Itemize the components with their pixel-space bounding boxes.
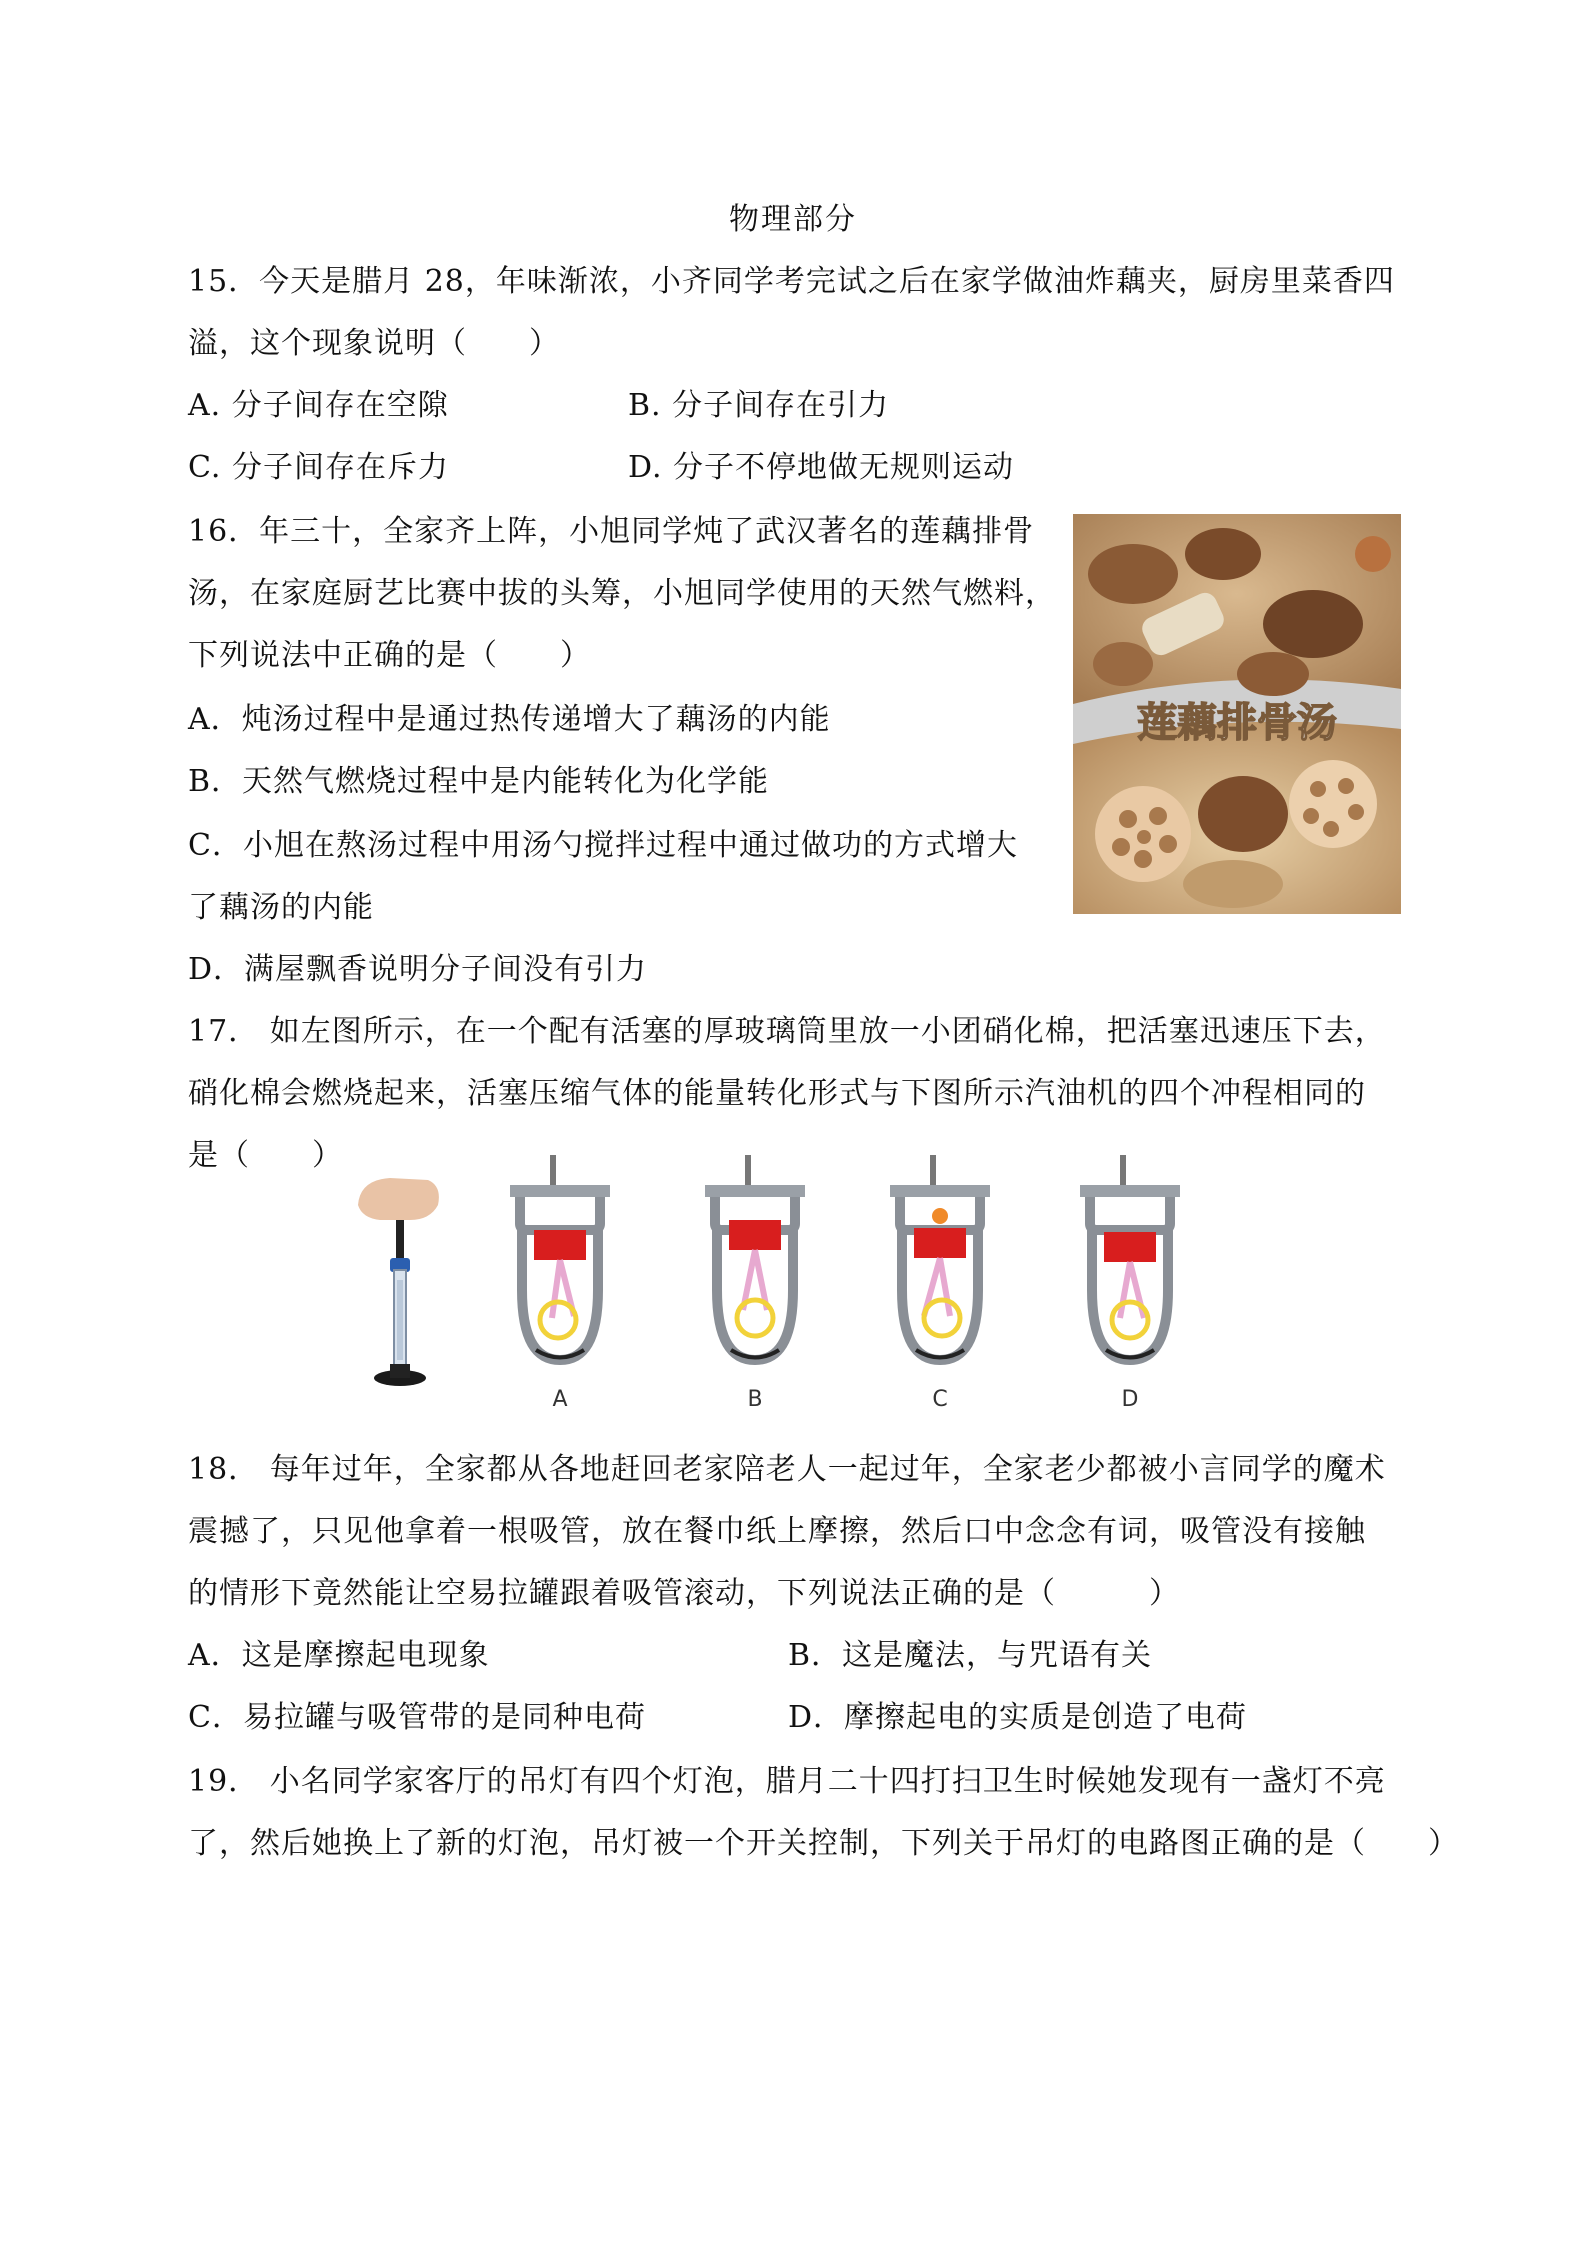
q18-line3: 的情形下竟然能让空易拉罐跟着吸管滚动，下列说法正确的是（ ）	[188, 1576, 1180, 1611]
lotus-soup-photo	[1073, 514, 1401, 914]
q16-option-c-line1: C．小旭在熬汤过程中用汤勺搅拌过程中通过做功的方式增大	[188, 828, 1018, 863]
engine-stroke-a	[510, 1155, 610, 1412]
q18-option-b: B．这是魔法，与咒语有关	[788, 1638, 1153, 1673]
engine-stroke-b	[705, 1155, 805, 1412]
q15-option-b: B. 分子间存在引力	[628, 388, 890, 423]
engine-label-d: D	[1121, 1387, 1139, 1412]
photo-caption: 莲藕排骨汤	[1137, 699, 1337, 746]
q16-line1: 16．年三十，全家齐上阵，小旭同学炖了武汉著名的莲藕排骨	[188, 514, 1035, 549]
q17-line2: 硝化棉会燃烧起来，活塞压缩气体的能量转化形式与下图所示汽油机的四个冲程相同的	[188, 1076, 1366, 1111]
engine-stroke-d	[1080, 1155, 1180, 1412]
q15-line1: 15．今天是腊月 28，年味渐浓，小齐同学考完试之后在家学做油炸藕夹，厨房里菜香四	[188, 264, 1395, 299]
q16-line3: 下列说法中正确的是（ ）	[188, 638, 591, 673]
engine-stroke-c	[890, 1155, 990, 1412]
q16-option-b: B．天然气燃烧过程中是内能转化为化学能	[188, 764, 770, 799]
q15-option-c: C. 分子间存在斥力	[188, 450, 449, 485]
q19-line1: 19． 小名同学家客厅的吊灯有四个灯泡，腊月二十四打扫卫生时候她发现有一盏灯不亮	[188, 1764, 1386, 1799]
q16-option-a: A．炖汤过程中是通过热传递增大了藕汤的内能	[188, 702, 831, 737]
q18-option-c: C．易拉罐与吸管带的是同种电荷	[188, 1700, 646, 1735]
engine-label-a: A	[552, 1387, 568, 1412]
fire-syringe-figure	[358, 1178, 439, 1386]
section-title: 物理部分	[729, 202, 857, 237]
q18-option-d: D．摩擦起电的实质是创造了电荷	[788, 1700, 1248, 1735]
q16-option-d: D．满屋飘香说明分子间没有引力	[188, 952, 648, 987]
q18-line1: 18． 每年过年，全家都从各地赶回老家陪老人一起过年，全家老少都被小言同学的魔术	[188, 1452, 1386, 1487]
q15-option-d: D. 分子不停地做无规则运动	[628, 450, 1015, 485]
q18-line2: 震撼了，只见他拿着一根吸管，放在餐巾纸上摩擦，然后口中念念有词，吸管没有接触	[188, 1514, 1366, 1549]
q15-option-a: A. 分子间存在空隙	[188, 388, 449, 423]
engine-strokes-figure	[350, 1150, 1250, 1420]
q18-option-a: A．这是摩擦起电现象	[188, 1638, 490, 1673]
q15-line2: 溢，这个现象说明（ ）	[188, 326, 560, 361]
q16-line2: 汤，在家庭厨艺比赛中拔的头筹，小旭同学使用的天然气燃料，	[188, 576, 1056, 611]
q17-line3: 是（ ）	[188, 1138, 343, 1173]
q16-option-c-line2: 了藕汤的内能	[188, 890, 374, 925]
engine-label-c: C	[932, 1387, 948, 1412]
q17-line1: 17． 如左图所示，在一个配有活塞的厚玻璃筒里放一小团硝化棉，把活塞迅速压下去，	[188, 1014, 1386, 1049]
engine-label-b: B	[747, 1387, 763, 1412]
q19-line2: 了，然后她换上了新的灯泡，吊灯被一个开关控制，下列关于吊灯的电路图正确的是（ ）	[188, 1826, 1459, 1861]
